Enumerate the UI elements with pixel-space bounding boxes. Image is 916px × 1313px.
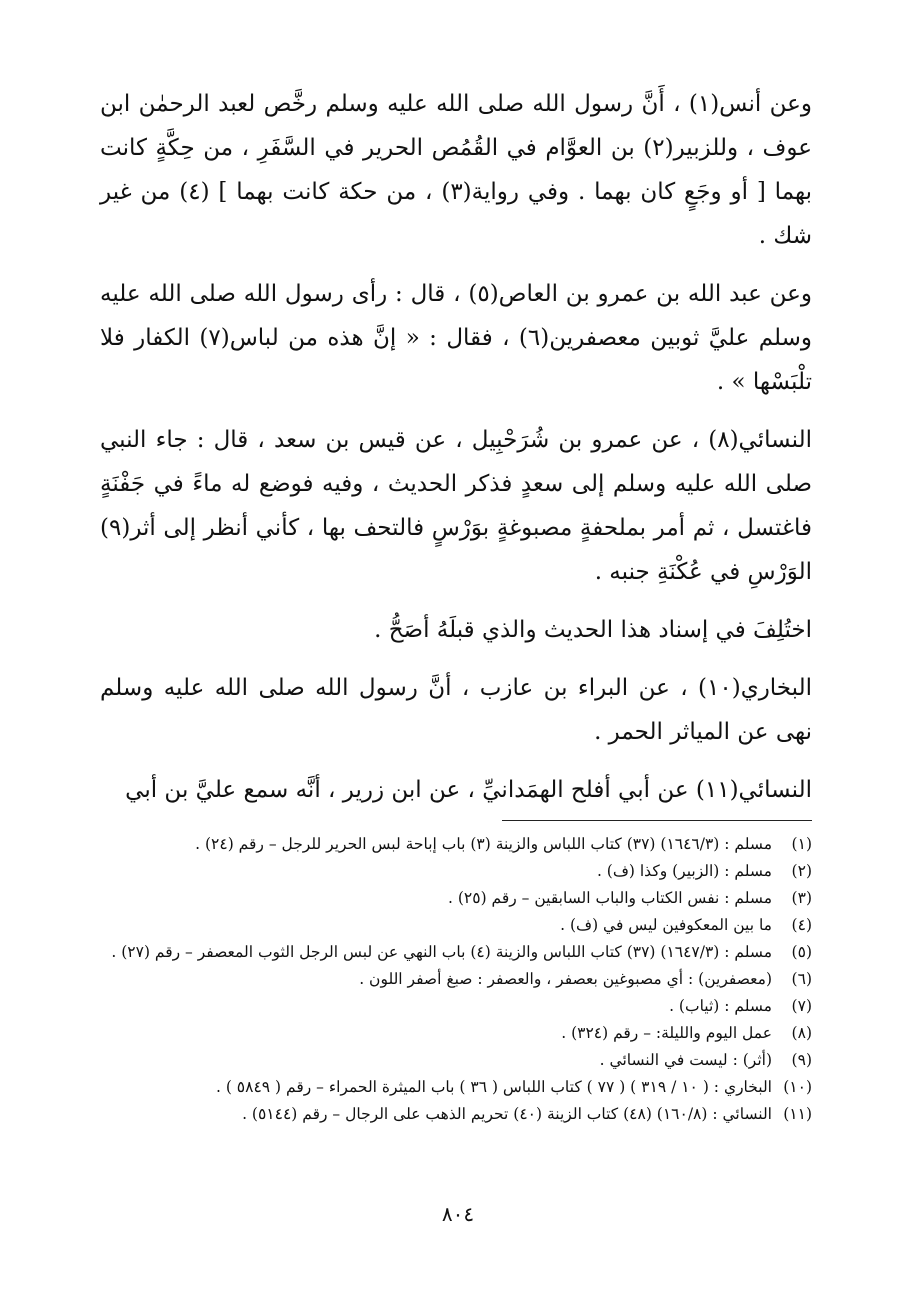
footnote-text: ما بين المعكوفين ليس في (ف) . [560,916,772,934]
paragraph-isnad-note: اختُلِفَ في إسناد هذا الحديث والذي قبلَهُ أصَحُّ . [374,617,812,643]
footnote-number: (٤) [791,916,812,934]
footnote-text: البخاري : ( ١٠ / ٣١٩ ) ( ٧٧ ) كتاب اللباس ( ٣٦ ) باب الميثرة الحمراء – رقم ( ٥٨٤٩ ) . [215,1078,772,1096]
paragraph-abdullah-ibn-amr: وعن عبد الله بن عمرو بن العاص(٥) ، قال : رأى رسول الله صلى الله عليه وسلم عليَّ ثوبين معصفرين(٦) ، فقال : « إنَّ هذه من لباس(٧) الكفار فلا تلْبَسْها » . [100,281,812,395]
footnote-number: (٨) [791,1024,812,1042]
footnote-item [100,1020,812,1047]
footnote-number: (٣) [791,889,812,907]
footnote-text: عمل اليوم والليلة: – رقم (٣٢٤) . [561,1024,772,1042]
page-number: ٨٠٤ [441,1202,475,1226]
footnote-text: مسلم : (ثياب) . [669,997,772,1015]
footnote-item [100,1101,812,1128]
footnote-text: مسلم : (١٦٤٧/٣) (٣٧) كتاب اللباس والزينة (٤) باب النهي عن لبس الرجل الثوب المعصفر – رقم (٢٧) . [111,943,772,961]
footnote-number: (١١) [783,1105,812,1123]
paragraph-anas: وعن أنس(١) ، أَنَّ رسول الله صلى الله عليه وسلم رخَّص لعبد الرحمٰن ابن عوف ، وللزبير(٢) بن العوَّام في القُمُص الحرير في السَّفَرِ ، من حِكَّةٍ كانت بهما [ أو وجَعٍ كان بهما . وفي رواية(٣) ، من حكة كانت بهما ] (٤) من غير شك . [100,91,812,249]
paragraph-bukhari-bara: البخاري(١٠) ، عن البراء بن عازب ، أنَّ رسول الله صلى الله عليه وسلم نهى عن المياثر الحمر . [100,675,812,745]
footnote-item [100,993,812,1020]
footnote-text: النسائي : (١٦٠/٨) (٤٨) كتاب الزينة (٤٠) تحريم الذهب على الرجال – رقم (٥١٤٤) . [242,1105,772,1123]
footnote-number: (٥) [791,943,812,961]
footnote-item [100,912,812,939]
footnote-text: مسلم : نفس الكتاب والباب السابقين – رقم (٢٥) . [448,889,772,907]
footnote-text: (أثر) : ليست في النسائي . [599,1051,772,1069]
footnote-text: مسلم : (الزبير) وكذا (ف) . [596,862,772,880]
footnote-item [100,1047,812,1074]
footnote-item [100,966,812,993]
footnote-number: (٢) [791,862,812,880]
footnotes [100,831,812,1128]
paragraph-nasai-aflah: النسائي(١١) عن أبي أفلح الهمَدانيِّ ، عن ابن زرير ، أنَّه سمع عليَّ بن أبي [125,777,812,803]
footnote-text: مسلم : (١٦٤٦/٣) (٣٧) كتاب اللباس والزينة (٣) باب إباحة لبس الحرير للرجل – رقم (٢٤) . [195,835,772,853]
footnote-separator [502,820,812,821]
footnote-item [100,831,812,858]
page-body [100,82,812,1128]
footnote-text: (معصفرين) : أي مصبوغين بعصفر ، والعصفر : صبغ أصفر اللون . [359,970,772,988]
footnote-number: (١٠) [783,1078,812,1096]
footnote-number: (٦) [791,970,812,988]
footnote-number: (٧) [791,997,812,1015]
footnote-item [100,939,812,966]
footnote-number: (١) [791,835,812,853]
footnote-item [100,885,812,912]
footnote-item [100,1074,812,1101]
footnote-item [100,858,812,885]
footnote-number: (٩) [791,1051,812,1069]
paragraph-nasai-qays: النسائي(٨) ، عن عمرو بن شُرَحْبِيل ، عن قيس بن سعد ، قال : جاء النبي صلى الله عليه وسلم إلى سعدٍ فذكر الحديث ، وفيه فوضع له ماءً في جَفْنَةٍ فاغتسل ، ثم أمر بملحفةٍ مصبوغةٍ بوَرْسٍ فالتحف بها ، كأني أنظر إلى أثر(٩) الوَرْسِ في عُكْنَةِ جنبه . [100,427,812,585]
